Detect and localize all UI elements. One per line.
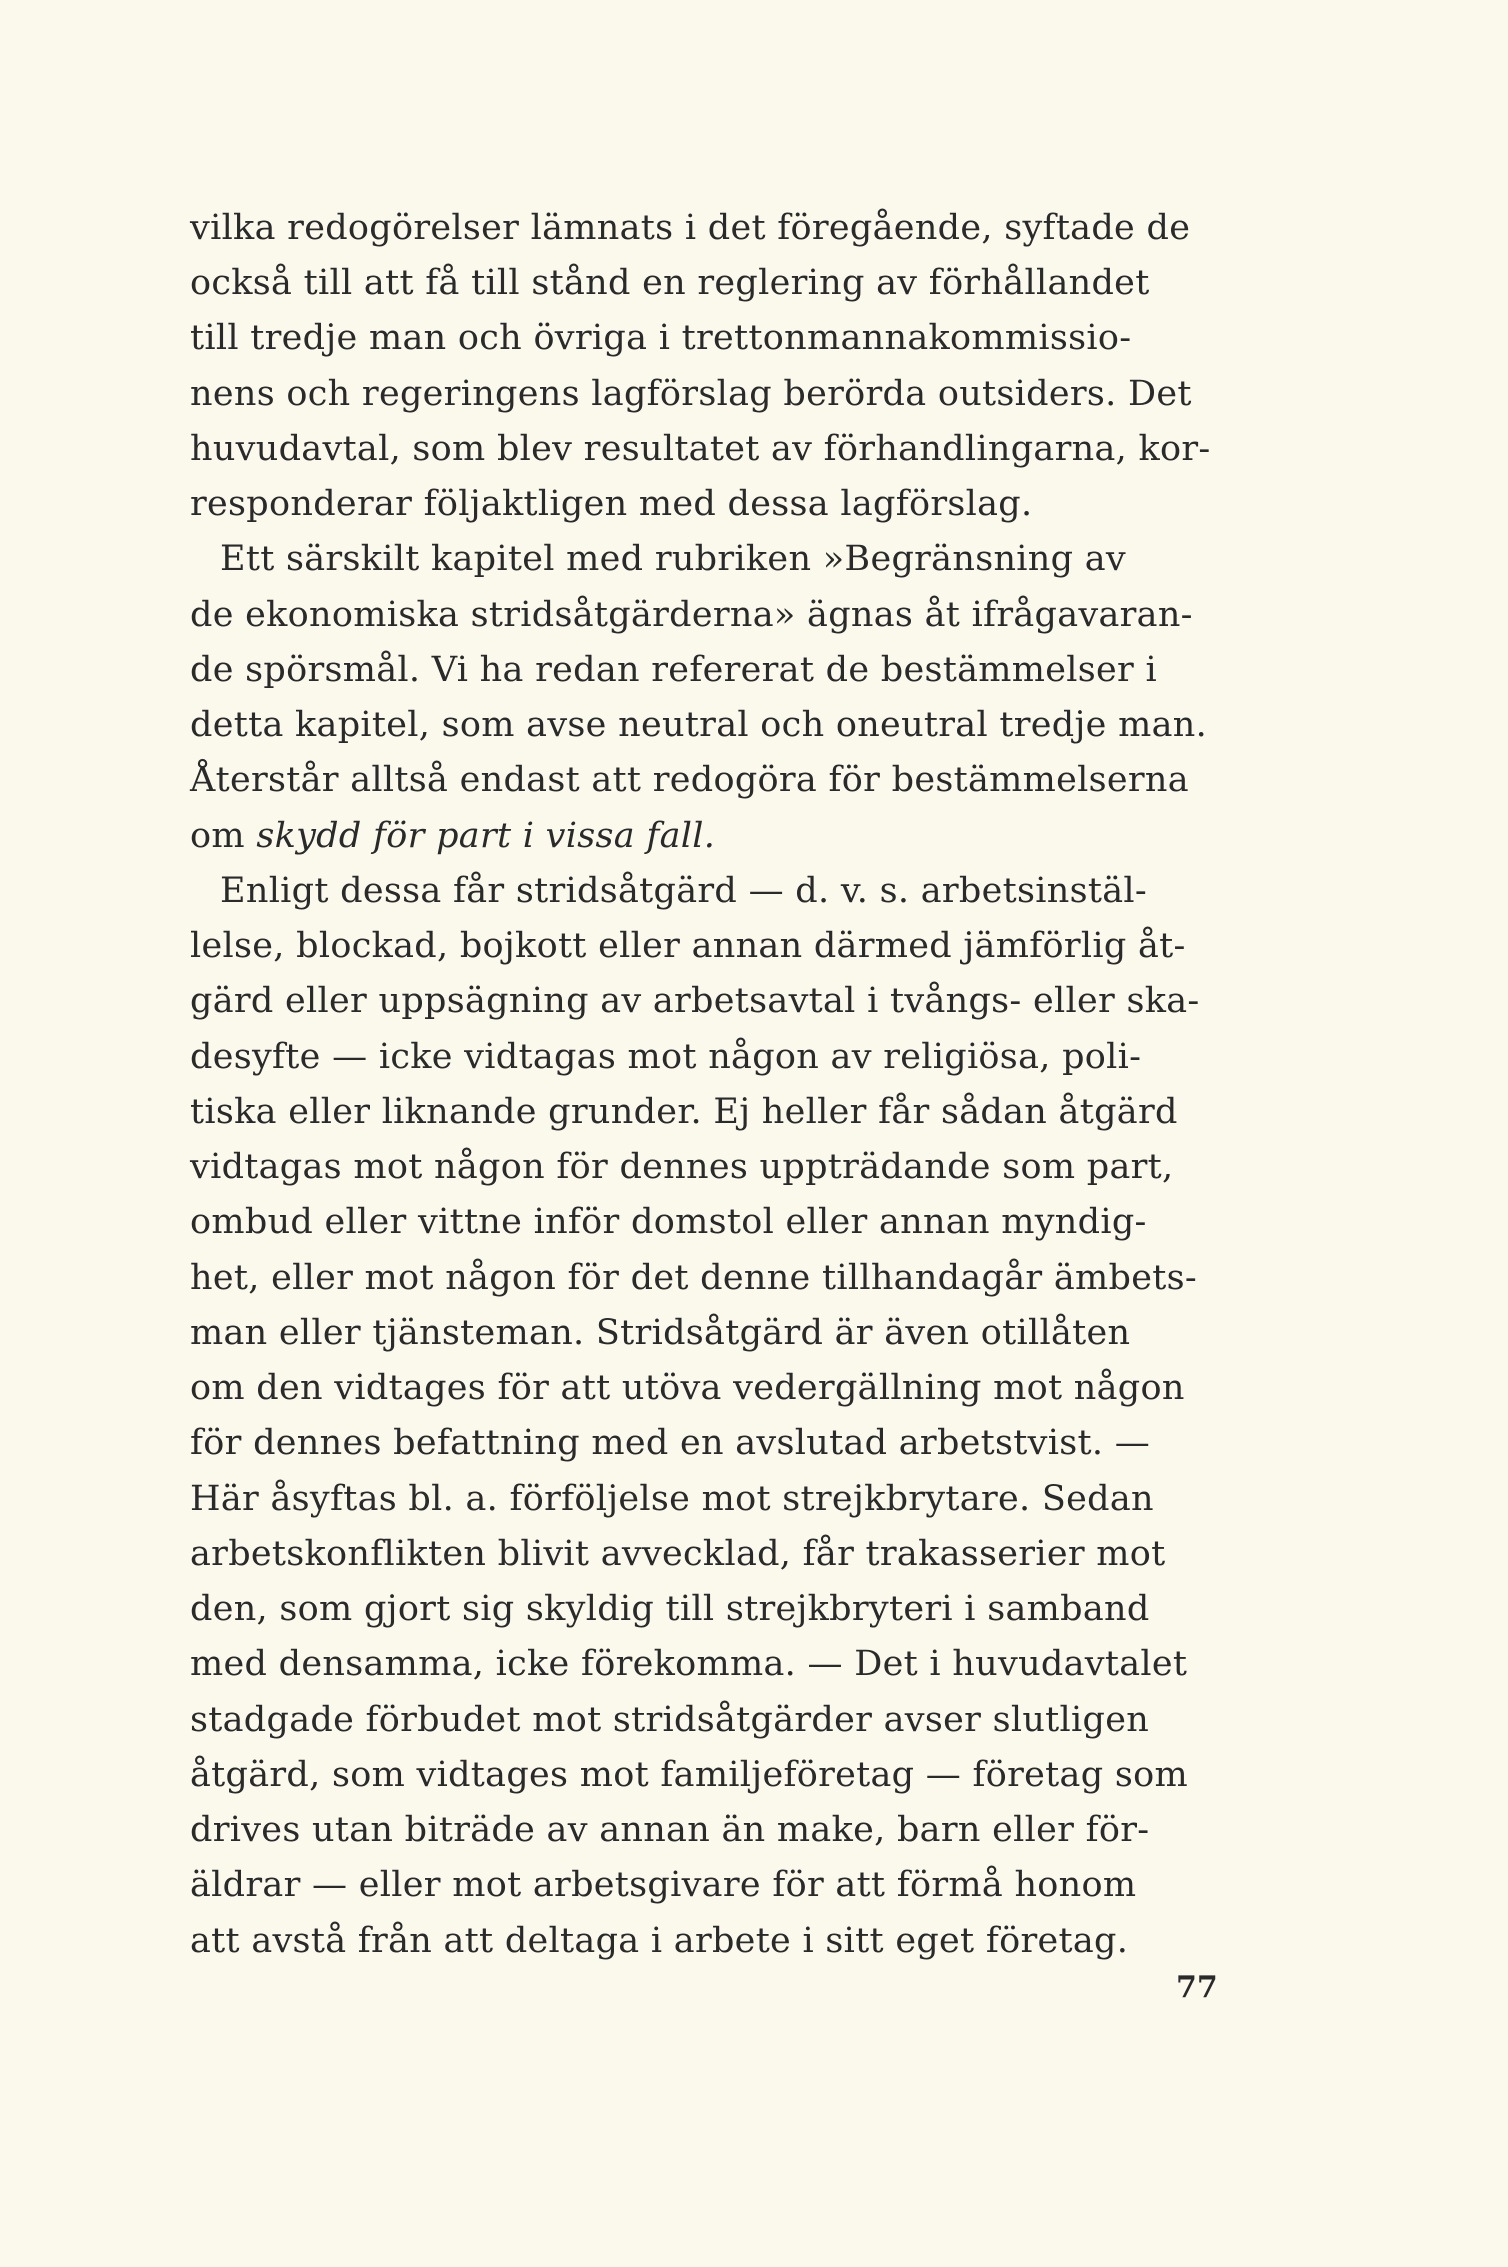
text-line: äldrar — eller mot arbetsgivare för att förmå honom (190, 1865, 1137, 1905)
text-line: man eller tjänsteman. Stridsåtgärd är även otillåten (190, 1313, 1131, 1353)
text-line-with-italic (190, 808, 715, 864)
text-line: huvudavtal, som blev resultatet av förhandlingarna, kor- (190, 429, 1211, 469)
text-line: gärd eller uppsägning av arbetsavtal i tvångs- eller ska- (190, 981, 1200, 1021)
text-line: de spörsmål. Vi ha redan refererat de bestämmelser i (190, 650, 1157, 690)
text-line: vilka redogörelser lämnats i det föregående, syftade de (190, 208, 1191, 248)
italic-heading: skydd för part i vissa fall. (256, 816, 716, 856)
text-line: ombud eller vittne inför domstol eller annan myndig- (190, 1202, 1147, 1242)
text-line: drives utan biträde av annan än make, barn eller för- (190, 1810, 1150, 1850)
text-line: för dennes befattning med en avslutad arbetstvist. — (190, 1423, 1151, 1463)
text-line: Här åsyftas bl. a. förföljelse mot strejkbrytare. Sedan (190, 1479, 1154, 1519)
text-line: att avstå från att deltaga i arbete i sitt eget företag. (190, 1921, 1129, 1961)
text-line: tiska eller liknande grunder. Ej heller får sådan åtgärd (190, 1092, 1178, 1132)
text-line: lelse, blockad, bojkott eller annan därmed jämförlig åt- (190, 926, 1186, 966)
text-line: den, som gjort sig skyldig till strejkbryteri i samband (190, 1589, 1150, 1629)
text-line: nens och regeringens lagförslag berörda outsiders. Det (190, 374, 1192, 414)
text-line: om den vidtages för att utöva vedergällning mot någon (190, 1368, 1185, 1408)
text-line: Återstår alltså endast att redogöra för bestämmelserna (190, 760, 1189, 800)
text-line: vidtagas mot någon för dennes uppträdande som part, (190, 1147, 1174, 1187)
text-line: Enligt dessa får stridsåtgärd — d. v. s. arbetsinstäl- (220, 871, 1148, 911)
text-span: om (190, 816, 245, 856)
text-line: arbetskonflikten blivit avvecklad, får trakasserier mot (190, 1534, 1166, 1574)
text-line: de ekonomiska stridsåtgärderna» ägnas åt ifrågavaran- (190, 595, 1193, 635)
text-line: stadgade förbudet mot stridsåtgärder avser slutligen (190, 1700, 1150, 1740)
page-number: 77 (1176, 1970, 1218, 2005)
text-line: Ett särskilt kapitel med rubriken »Begränsning av (220, 539, 1127, 579)
text-line: med densamma, icke förekomma. — Det i huvudavtalet (190, 1644, 1188, 1684)
text-line: också till att få till stånd en reglering av förhållandet (190, 263, 1150, 303)
text-line: detta kapitel, som avse neutral och oneutral tredje man. (190, 705, 1208, 745)
text-line: het, eller mot någon för det denne tillhandagår ämbets- (190, 1258, 1197, 1298)
text-line: till tredje man och övriga i trettonmannakommissio- (190, 318, 1132, 358)
text-line: desyfte — icke vidtagas mot någon av religiösa, poli- (190, 1037, 1142, 1077)
text-line: åtgärd, som vidtages mot familjeföretag — företag som (190, 1755, 1188, 1795)
text-line: responderar följaktligen med dessa lagförslag. (190, 484, 1033, 524)
